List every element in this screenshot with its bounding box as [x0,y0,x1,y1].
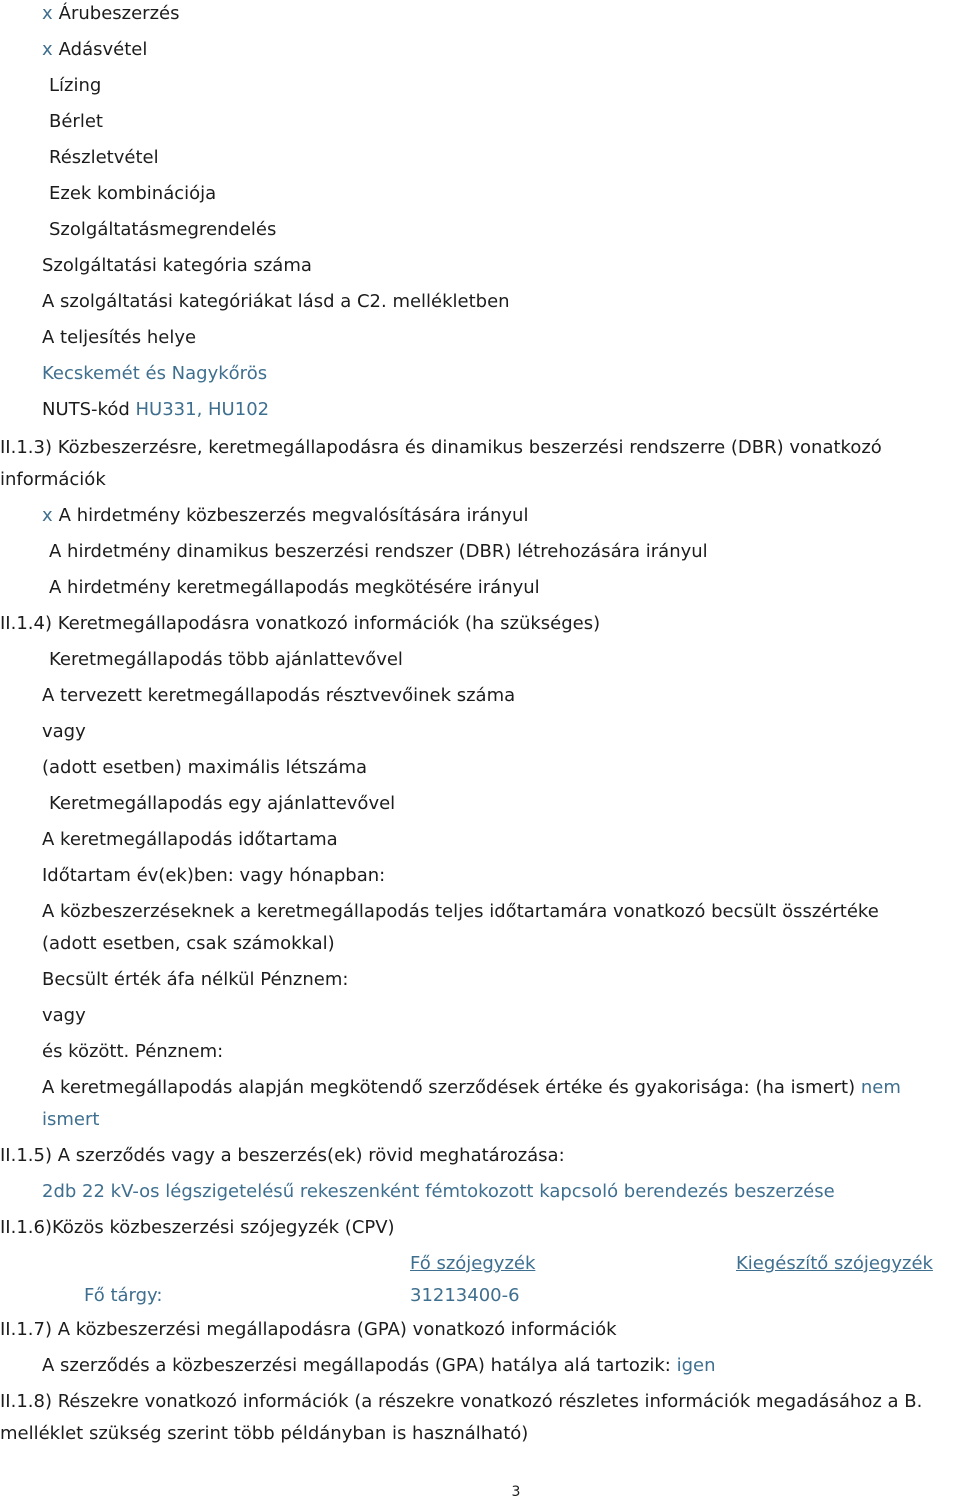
section-114-title: II.1.4) Keretmegállapodásra vonatkozó információk (ha szükséges) [0,613,601,634]
participants: A tervezett keretmegállapodás résztvevőinek száma [42,685,516,706]
option-berlet: Bérlet [49,111,103,132]
option-dbr: A hirdetmény dinamikus beszerzési rendszer (DBR) létrehozására irányul [49,541,708,562]
checked-mark: x [42,39,53,60]
gpa-row [42,1355,716,1377]
checked-mark: x [42,3,53,24]
cpv-code: 31213400-6 [410,1285,520,1306]
total-value-label: A közbeszerzéseknek a keretmegállapodás teljes időtartamára vonatkozó becsült összértéke [42,901,879,922]
duration-units: Időtartam év(ek)ben: vagy hónapban: [42,865,386,886]
place-label: A teljesítés helye [42,327,197,348]
section-117-title: II.1.7) A közbeszerzési megállapodásra (GPA) vonatkozó információk [0,1319,617,1340]
contracts-value: nem [860,1077,901,1098]
option-arubeszerzes: x Árubeszerzés [42,3,180,24]
page-number: 3 [511,1484,521,1500]
service-category-note: A szolgáltatási kategóriákat lásd a C2. mellékletben [42,291,510,312]
max-count: (adott esetben) maximális létszáma [42,757,368,778]
place-value: Kecskemét és Nagykőrös [42,363,268,384]
between-text: és között. Pénznem: [42,1041,224,1062]
option-adasvetel: x Adásvétel [42,39,148,60]
estimated-value: Becsült érték áfa nélkül Pénznem: [42,969,349,990]
option-kombinacio: Ezek kombinációja [49,183,217,204]
gpa-value: igen [676,1355,716,1376]
section-118-title: II.1.8) Részekre vonatkozó információk (a részekre vonatkozó részletes információk megadásához a B. [0,1391,923,1412]
checked-mark: x [42,505,53,526]
option-keretmegallapodas: A hirdetmény keretmegállapodás megkötésére irányul [49,577,540,598]
contract-description: 2db 22 kV-os légszigetelésű rekeszenként fémtokozott kapcsoló berendezés beszerzése [42,1181,835,1202]
section-113-title: II.1.3) Közbeszerzésre, keretmegállapodásra és dinamikus beszerzési rendszerre (DBR) vonatkozó [0,437,882,458]
single-tenderer: Keretmegállapodás egy ajánlattevővel [49,793,396,814]
cpv-supplementary-header: Kiegészítő szójegyzék [736,1253,933,1274]
cpv-main-header: Fő szójegyzék [410,1253,536,1274]
option-szolgaltatas: Szolgáltatásmegrendelés [49,219,277,240]
section-118-title-cont: melléklet szükség szerint több példányban is használható) [0,1423,529,1444]
or-text-2: vagy [42,1005,86,1026]
nuts-value: HU331, HU102 [135,399,270,420]
option-reszletvetel: Részletvétel [49,147,159,168]
contracts-value-cont: ismert [42,1109,100,1130]
section-113-title-cont: információk [0,469,106,490]
or-text: vagy [42,721,86,742]
multi-tenderer: Keretmegállapodás több ajánlattevővel [49,649,403,670]
cpv-main-subject-label: Fő tárgy: [84,1285,163,1306]
contracts-text: A keretmegállapodás alapján megkötendő szerződések értéke és gyakorisága: (ha ismert) [42,1077,856,1098]
nuts-row [42,399,269,421]
option-lizing: Lízing [49,75,102,96]
total-value-note: (adott esetben, csak számokkal) [42,933,335,954]
section-116-title: II.1.6)Közös közbeszerzési szójegyzék (CPV) [0,1217,395,1238]
nuts-label: NUTS-kód [42,399,130,420]
duration-label: A keretmegállapodás időtartama [42,829,338,850]
section-115-title: II.1.5) A szerződés vagy a beszerzés(ek) rövid meghatározása: [0,1145,565,1166]
service-category-label: Szolgáltatási kategória száma [42,255,312,276]
option-kozbeszerzes: x A hirdetmény közbeszerzés megvalósítására irányul [42,505,529,526]
gpa-text: A szerződés a közbeszerzési megállapodás (GPA) hatálya alá tartozik: [42,1355,671,1376]
contracts-row [42,1077,901,1099]
